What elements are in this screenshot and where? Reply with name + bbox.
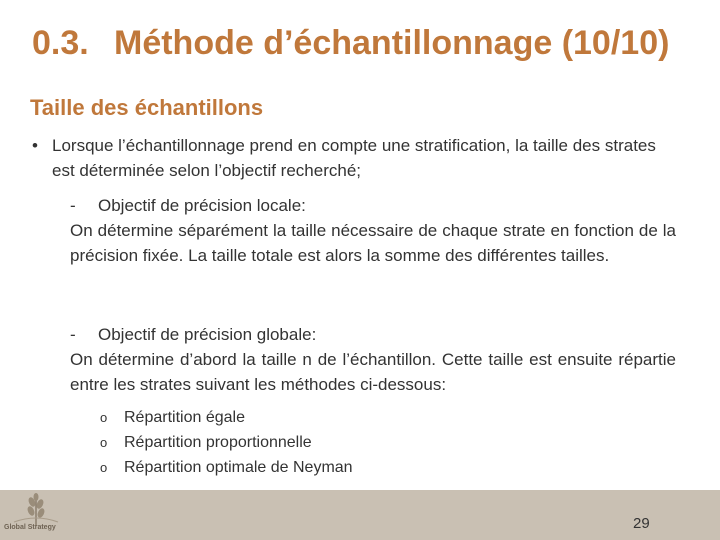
title-text: Méthode d’échantillonnage (10/10) [114, 24, 670, 62]
objective-global [70, 322, 676, 397]
objective-heading-text: Objectif de précision locale: [98, 196, 306, 215]
title-number: 0.3. [32, 24, 89, 62]
method-label: Répartition égale [124, 409, 245, 426]
objective-heading [70, 193, 676, 218]
method-label: Répartition optimale de Neyman [124, 459, 353, 476]
objective-heading-text: Objectif de précision globale: [98, 325, 317, 344]
objective-text: On détermine d’abord la taille n de l’échantillon. Cette taille est ensuite répartie entre les strates suivant les méthodes ci-dessous: [70, 350, 676, 394]
method-label: Répartition proportionnelle [124, 434, 312, 451]
slide-subtitle: Taille des échantillons [30, 95, 264, 120]
dash-marker: - [70, 325, 76, 344]
objective-local [70, 193, 676, 268]
method-item [100, 405, 500, 430]
objective-heading [70, 322, 676, 347]
footer-band [0, 490, 720, 540]
objective-text: On détermine séparément la taille nécessaire de chaque strate en fonction de la précision fixée. La taille totale est alors la somme des différentes tailles. [70, 221, 676, 265]
circle-bullet-icon: o [100, 435, 108, 450]
slide-title [32, 22, 692, 64]
main-bullet [32, 133, 682, 183]
wheat-logo-icon [6, 492, 66, 538]
methods-list [100, 405, 500, 480]
dash-marker: - [70, 196, 76, 215]
logo-text: Global Strategy [4, 524, 56, 531]
circle-bullet-icon: o [100, 410, 108, 425]
circle-bullet-icon: o [100, 460, 108, 475]
method-item [100, 430, 500, 455]
bullet-text: Lorsque l’échantillonnage prend en compte une stratification, la taille des strates est déterminée selon l’objectif recherché; [52, 136, 656, 180]
bullet-marker: • [32, 136, 38, 155]
page-number: 29 [633, 515, 650, 532]
method-item [100, 455, 500, 480]
